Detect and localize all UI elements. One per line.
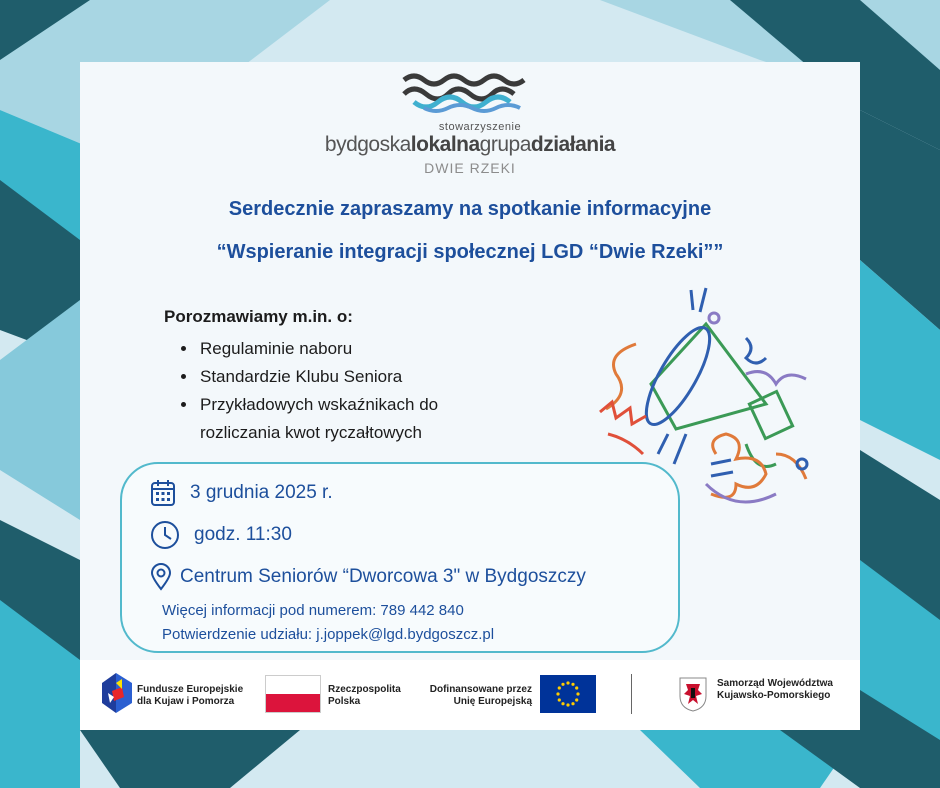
event-date: 3 grudnia 2025 r.	[190, 482, 333, 503]
event-place: Centrum Seniorów “Dworcowa 3" w Bydgoszczy	[180, 566, 586, 587]
kujawsko-pomorskie-coat-of-arms-icon	[678, 676, 708, 712]
topic-item: • Regulaminie naboru	[198, 335, 438, 363]
topics-title: Porozmawiamy m.in. o:	[164, 307, 353, 326]
topic-item-continued: rozliczania kwot ryczałtowych	[200, 423, 423, 442]
eu-label: Dofinansowane przez Unię Europejską	[429, 684, 532, 707]
polish-flag-icon	[265, 675, 321, 713]
confirm-info: Potwierdzenie udziału: j.joppek@lgd.bydgoszcz.pl	[162, 626, 495, 643]
clock-icon	[150, 520, 180, 550]
topics-section	[164, 307, 438, 447]
invitation-headline: Serdecznie zapraszamy na spotkanie informacyjne	[228, 198, 712, 220]
logo-name: bydgoskalokalnagrupadziałania	[324, 133, 616, 156]
date-row	[150, 479, 333, 507]
place-row	[150, 563, 586, 591]
fe-label: Fundusze Europejskie dla Kujaw i Pomorza	[137, 684, 244, 707]
sw-label: Samorząd Województwa Kujawsko-Pomorskiego	[717, 678, 833, 701]
event-title: “Wspieranie integracji społecznej LGD “Dwie Rzeki””	[216, 241, 724, 263]
location-pin-icon	[150, 563, 172, 591]
topic-item: • Standardzie Klubu Seniora	[198, 363, 438, 391]
topics-list	[164, 335, 438, 447]
event-time: godz. 11:30	[194, 524, 292, 545]
rp-label: Rzeczpospolita Polska	[328, 684, 401, 707]
logo-waves-icon	[400, 72, 540, 114]
topic-item: • Przykładowych wskaźnikach do	[198, 391, 438, 419]
eu-flag-icon	[540, 675, 596, 713]
fe-logo-icon	[102, 673, 132, 713]
time-row	[150, 520, 292, 550]
calendar-icon	[150, 479, 176, 507]
footer-divider	[631, 674, 632, 714]
phone-info: Więcej informacji pod numerem: 789 442 840	[162, 602, 464, 619]
logo-association-label: stowarzyszenie	[438, 121, 522, 133]
logo-subname: DWIE RZEKI	[424, 160, 516, 176]
